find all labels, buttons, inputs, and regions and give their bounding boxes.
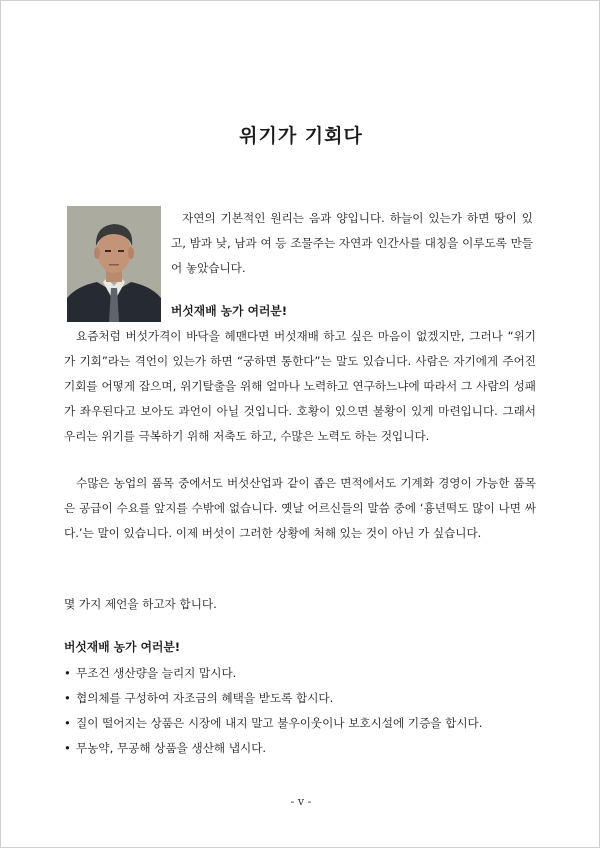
proposal-list [64, 661, 544, 761]
list-item: • 질이 떨어지는 상품은 시장에 내지 말고 불우이웃이나 보호시설에 기증을 합시다. [64, 711, 544, 736]
portrait-image [67, 206, 161, 322]
intro-paragraph: 자연의 기본적인 원리는 음과 양입니다. 하늘이 있는가 하면 땅이 있고, 밤과 낮, 남과 여 등 조물주는 자연과 인간사를 대칭을 이루도록 만들어 놓았습니다. [171, 211, 533, 275]
bullet-marker: • [64, 666, 71, 680]
bullet-marker: • [64, 716, 71, 730]
body-paragraph-2: 수많은 농업의 품목 중에서도 버섯산업과 같이 좁은 면적에서도 기계화 경영이 가능한 품목은 공급이 수요를 앞지를 수밖에 없습니다. 옛날 어르신들의 말씀 중에 ‘흉년떡도 많이 나면 싸다.’는 말이 있습니다. 이제 버섯이 그러한 상황에 처해 있는 것이 아닌 가 싶습니다. [64, 476, 536, 540]
greeting-heading-2: 버섯재배 농가 여러분! [64, 640, 181, 654]
body-paragraph-1: 요즘처럼 버섯가격이 바닥을 헤맨다면 버섯재배 하고 싶은 마음이 없겠지만, 그러나 “위기가 기회”라는 격언이 있는가 하면 “궁하면 통한다”는 말도 있습니다. 사람은 자기에게 주어진 기회를 어떻게 잡으며, 위기탈출을 위해 얼마나 노력하고 연구하느냐에 따라서 그 사람의 성패가 좌우된다고 보아도 과언이 아닐 것입니다. 호황이 있으면 불황이 있게 마련입니다. 그래서 우리는 위기를 극복하기 위해 저축도 하고, 수많은 노력도 하는 것입니다. [64, 329, 536, 443]
list-item: • 협의체를 구성하여 자조금의 혜택을 받도록 합시다. [64, 686, 544, 711]
bullet-marker: • [64, 741, 71, 755]
bullet-marker: • [64, 691, 71, 705]
page-number: - v - [290, 795, 312, 808]
list-item: • 무조건 생산량을 늘리지 맙시다. [64, 661, 544, 686]
page-title: 위기가 기회다 [239, 125, 363, 147]
list-item: • 무농약, 무공해 상품을 생산해 냅시다. [64, 736, 544, 761]
greeting-heading: 버섯재배 농가 여러분! [171, 304, 288, 318]
portrait-photo [67, 206, 161, 322]
proposal-line: 몇 가지 제언을 하고자 합니다. [64, 597, 217, 611]
